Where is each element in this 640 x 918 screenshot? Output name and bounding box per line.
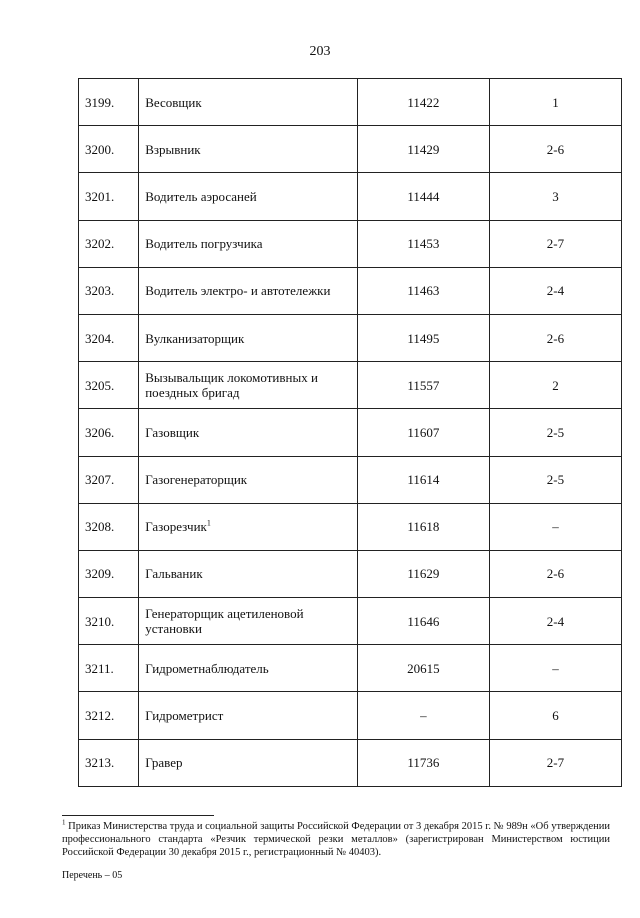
- qualification-category: 2-5: [489, 456, 621, 503]
- profession-name: Весовщик: [145, 94, 202, 110]
- profession-name: Газогенераторщик: [145, 472, 248, 488]
- profession-name-cell: [139, 220, 358, 267]
- profession-code: 11453: [357, 220, 489, 267]
- page-number: 203: [309, 44, 331, 59]
- profession-name-cell: [139, 126, 358, 173]
- table-row: [79, 409, 622, 456]
- footer-label: Перечень – 05: [62, 870, 123, 881]
- profession-code: 11736: [357, 739, 489, 786]
- profession-name: Газовщик: [145, 424, 200, 440]
- row-number: 3199.: [79, 79, 139, 126]
- qualification-category: –: [489, 503, 621, 550]
- profession-code: 11444: [357, 173, 489, 220]
- table-row: [79, 503, 622, 550]
- row-number: 3204.: [79, 314, 139, 361]
- profession-name-cell: [139, 409, 358, 456]
- profession-name: Генераторщик ацетиленовой установки: [145, 606, 304, 637]
- profession-code: 11607: [357, 409, 489, 456]
- row-number: 3208.: [79, 503, 139, 550]
- profession-code: 11495: [357, 314, 489, 361]
- profession-name: Гальваник: [145, 566, 203, 582]
- professions-table: [78, 78, 622, 787]
- table-row: [79, 79, 622, 126]
- profession-name: Водитель аэросаней: [145, 188, 257, 204]
- footnote-text: Приказ Министерства труда и социальной защиты Российской Федерации от 3 декабря 2015 г. № 989н «Об утверждении профессионального стандарта «Резчик термической резки металлов» (зарегистрирован Министерством юстиции Российской Федерации 30 декабря 2015 г., регистрационный № 40403).: [62, 821, 611, 858]
- profession-name-cell: [139, 598, 358, 645]
- professions-table-body: [79, 79, 622, 787]
- qualification-category: 2: [489, 362, 621, 409]
- profession-name-cell: [139, 692, 358, 739]
- row-number: 3203.: [79, 267, 139, 314]
- profession-code: 11422: [357, 79, 489, 126]
- profession-name: Гравер: [145, 755, 183, 771]
- row-number: 3210.: [79, 598, 139, 645]
- profession-code: 11629: [357, 550, 489, 597]
- qualification-category: 3: [489, 173, 621, 220]
- profession-name-cell: [139, 550, 358, 597]
- profession-name: Водитель погрузчика: [145, 236, 263, 252]
- profession-name-cell: [139, 362, 358, 409]
- profession-name: Газорезчик: [145, 519, 207, 535]
- row-number: 3202.: [79, 220, 139, 267]
- footnote-separator: [62, 815, 214, 816]
- row-number: 3200.: [79, 126, 139, 173]
- profession-name: Вызывальщик локомотивных и поездных бригад: [145, 370, 318, 401]
- profession-code: 20615: [357, 645, 489, 692]
- row-number: 3201.: [79, 173, 139, 220]
- qualification-category: 2-4: [489, 267, 621, 314]
- row-number: 3206.: [79, 409, 139, 456]
- qualification-category: 2-6: [489, 550, 621, 597]
- profession-name: Гидрометрист: [145, 708, 224, 724]
- profession-name: Гидрометнаблюдатель: [145, 660, 269, 676]
- qualification-category: 1: [489, 79, 621, 126]
- table-row: [79, 598, 622, 645]
- profession-name: Взрывник: [145, 141, 201, 157]
- table-row: [79, 739, 622, 786]
- profession-name-cell: [139, 314, 358, 361]
- qualification-category: 2-4: [489, 598, 621, 645]
- profession-name-cell: [139, 456, 358, 503]
- profession-code: 11463: [357, 267, 489, 314]
- qualification-category: 2-7: [489, 739, 621, 786]
- row-number: 3209.: [79, 550, 139, 597]
- table-row: [79, 126, 622, 173]
- profession-code: 11557: [357, 362, 489, 409]
- qualification-category: 6: [489, 692, 621, 739]
- qualification-category: 2-7: [489, 220, 621, 267]
- profession-code: 11614: [357, 456, 489, 503]
- table-row: [79, 550, 622, 597]
- qualification-category: 2-6: [489, 126, 621, 173]
- table-row: [79, 220, 622, 267]
- row-number: 3207.: [79, 456, 139, 503]
- profession-code: 11429: [357, 126, 489, 173]
- row-number: 3212.: [79, 692, 139, 739]
- table-row: [79, 267, 622, 314]
- profession-name-cell: [139, 267, 358, 314]
- profession-name: Вулканизаторщик: [145, 330, 245, 346]
- profession-name: Водитель электро- и автотележки: [145, 283, 331, 299]
- table-row: [79, 645, 622, 692]
- qualification-category: 2-5: [489, 409, 621, 456]
- profession-name-cell: [139, 173, 358, 220]
- table-row: [79, 456, 622, 503]
- profession-code: –: [357, 692, 489, 739]
- profession-name-cell: [139, 645, 358, 692]
- footnote-reference: 1: [206, 518, 211, 528]
- footnote-marker: 1: [62, 818, 66, 827]
- row-number: 3211.: [79, 645, 139, 692]
- qualification-category: –: [489, 645, 621, 692]
- footnote: [62, 820, 610, 859]
- table-row: [79, 314, 622, 361]
- profession-name-cell: [139, 739, 358, 786]
- qualification-category: 2-6: [489, 314, 621, 361]
- table-row: [79, 362, 622, 409]
- profession-name-cell: [139, 503, 358, 550]
- profession-code: 11618: [357, 503, 489, 550]
- profession-code: 11646: [357, 598, 489, 645]
- table-row: [79, 173, 622, 220]
- profession-name-cell: [139, 79, 358, 126]
- row-number: 3213.: [79, 739, 139, 786]
- row-number: 3205.: [79, 362, 139, 409]
- table-row: [79, 692, 622, 739]
